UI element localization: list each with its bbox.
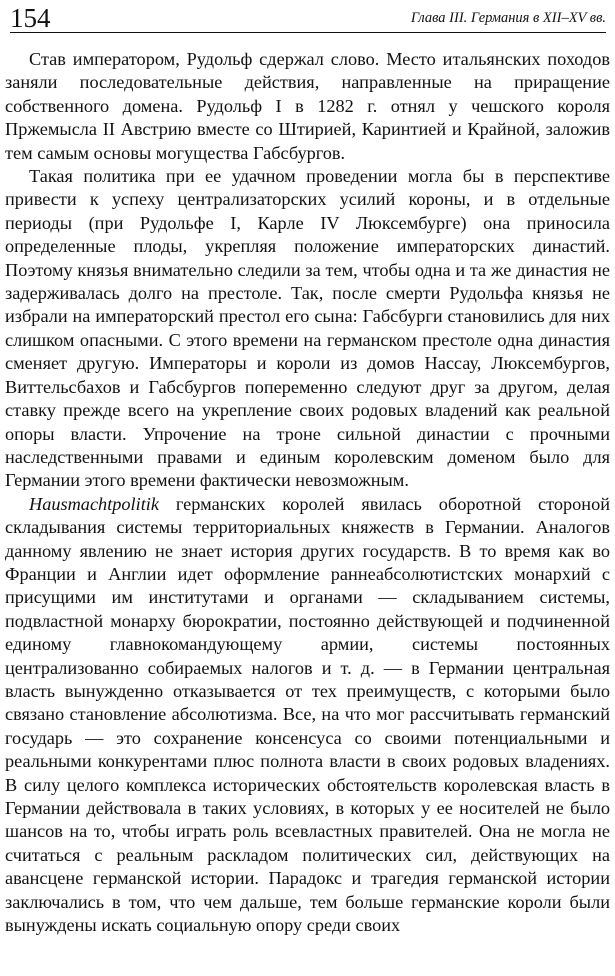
page-header bbox=[5, 0, 611, 42]
paragraph-3-text: германских королей явилась оборотной стороной складывания системы территориальных княжеств в Германии. Аналогов данному явлению не знает история других государств. В то время как во Франции и Англии идет оформление раннеабсолютистских монархий с присущими им институтами и органами — складыванием системы, подвластной монарху бюрократии, постоянно действующей и подчиненной единому главнокомандующему армии, системы постоянных централизованно собираемых налогов и т. д. — в Германии центральная власть вынужденно отказывается от тех преимуществ, с которыми было связано становление абсолютизма. Все, на что мог рассчитывать германский государь — это сохранение консенсуса со своими потенциальными и реальными конкурентами плюс полнота власти в своих родовых владениях. В силу целого комплекса исторических обстоятельств королевская власть в Германии действовала в таких условиях, в которых у ее носителей не было шансов на то, чтобы играть роль всевластных правителей. Она не могла не считаться с реальным раскладом политических сил, действующих на авансцене германской истории. Парадокс и трагедия германской истории заключались в том, что чем дальше, тем больше германские короли были вынуждены искать социальную опору среди своих bbox=[5, 493, 610, 936]
paragraph-1 bbox=[5, 48, 610, 165]
body-text bbox=[5, 48, 610, 937]
paragraph-1-text: Став императором, Рудольф сдержал слово. Место итальянских походов заняли последовательные действия, направленные на приращение собственного домена. Рудольф I в 1282 г. отнял у чешского короля Пржемысла II Австрию вместе со Штирией, Каринтией и Крайной, заложив тем самым основы могущества Габсбургов. bbox=[5, 49, 610, 163]
page-number: 154 bbox=[10, 3, 51, 33]
header-rule bbox=[10, 32, 606, 33]
running-head: Глава III. Германия в XII–XV вв. bbox=[410, 10, 606, 26]
paragraph-3-italic-lead: Hausmachtpolitik bbox=[29, 493, 159, 514]
paragraph-3 bbox=[5, 493, 610, 938]
paragraph-2 bbox=[5, 165, 610, 493]
paragraph-2-text: Такая политика при ее удачном проведении могла бы в перспективе привести к успеху централизаторских усилий короны, и в отдельные периоды (при Рудольфе I, Карле IV Люксембурге) она приносила определенные плоды, укрепляя положение императорских династий. Поэтому князья внимательно следили за тем, чтобы одна и та же династия не задерживалась долго на престоле. Так, после смерти Рудольфа князья не избрали на императорский престол его сына: Габсбурги становились для них слишком опасными. С этого времени на германском престоле одна династия сменяет другую. Императоры и короли из домов Нассау, Люксембургов, Виттельсбахов и Габсбургов попеременно следуют друг за другом, делая ставку прежде всего на укрепление своих родовых владений как реальной опоры власти. Упрочение на троне сильной династии с прочными наследственными правами и единым королевским доменом было для Германии этого времени фактически невозможным. bbox=[5, 166, 610, 491]
